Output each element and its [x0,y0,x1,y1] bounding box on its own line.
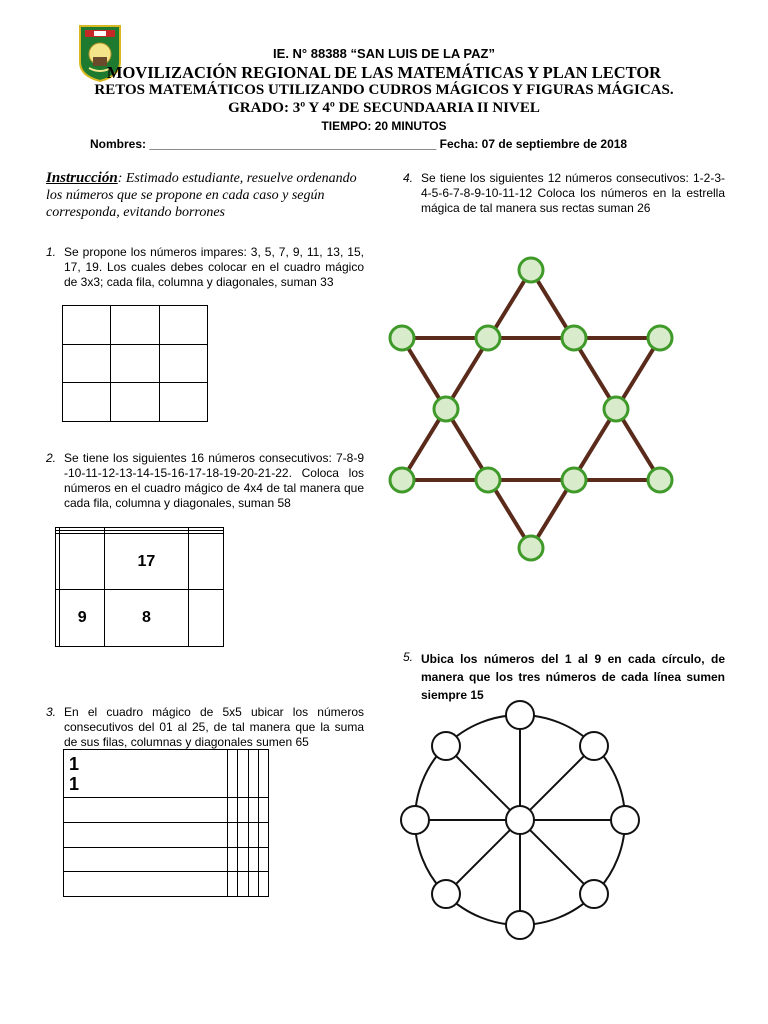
grid-cell-given[interactable]: 9 [60,590,104,647]
grid-cell[interactable] [63,306,111,345]
star-node[interactable] [476,326,500,350]
grid-cell[interactable] [111,383,159,422]
magic-wheel-diagram [400,695,645,950]
grid-cell[interactable] [248,847,258,872]
grid-cell[interactable] [111,306,159,345]
wheel-node[interactable] [506,911,534,939]
star-node[interactable] [390,326,414,350]
star-node[interactable] [562,468,586,492]
wheel-node[interactable] [580,880,608,908]
wheel-node[interactable] [580,732,608,760]
problem-text: Se tiene los siguientes 16 números consecutivos: 7-8-9 -10-11-12-13-14-15-16-17-18-19-20-21-22. Coloca los números en el cuadro mágico de 4x4 de tal manera que cada fila, columna y diagonales, suman 58 [64,451,364,510]
instruction-label: Instrucción [46,170,118,186]
grid-cell[interactable] [189,590,224,647]
problem-number: 5. [403,650,414,664]
problem-number: 2. [46,451,57,465]
title-line-1: MOVILIZACIÓN REGIONAL DE LAS MATEMÁTICAS Y PLAN LECTOR [106,63,662,82]
star-node[interactable] [390,468,414,492]
grid-cell-given[interactable]: 17 [104,533,188,590]
school-name: IE. N° 88388 “SAN LUIS DE LA PAZ” [273,46,495,61]
wheel-node[interactable] [611,806,639,834]
grid-cell[interactable] [258,822,268,847]
grid-cell[interactable] [228,750,238,798]
grid-cell[interactable] [248,750,258,798]
magic-square-4x4 [55,527,224,647]
wheel-node[interactable] [401,806,429,834]
star-node[interactable] [604,397,628,421]
grid-cell[interactable] [228,847,238,872]
magic-square-5x5 [63,749,269,897]
wheel-node[interactable] [506,806,534,834]
grid-cell[interactable] [189,533,224,590]
problem-number: 3. [46,705,57,719]
grid-cell-given[interactable]: 8 [104,590,188,647]
grid-cell[interactable] [63,344,111,383]
grid-cell[interactable] [64,822,228,847]
instruction-text: : Estimado estudiante, resuelve ordenando los números que se propone en cada caso y según corresponda, evitando borrones [46,171,357,220]
date-label: Fecha: 07 de septiembre de 2018 [439,137,628,151]
grid-cell[interactable] [238,822,248,847]
grid-cell[interactable] [248,872,258,897]
grid-cell[interactable] [238,798,248,823]
grid-cell[interactable] [258,750,268,798]
title-line-2: RETOS MATEMÁTICOS UTILIZANDO CUDROS MÁGICOS Y FIGURAS MÁGICAS. [94,82,674,98]
grade-line: GRADO: 3º Y 4º DE SECUNDAARIA II NIVEL [228,100,540,116]
names-date-row [90,137,627,151]
problem-5 [403,650,725,702]
grid-cell[interactable] [64,872,228,897]
grid-cell[interactable] [248,798,258,823]
problem-4 [403,171,725,219]
wheel-node[interactable] [432,732,460,760]
wheel-node[interactable] [432,880,460,908]
grid-cell[interactable] [159,344,207,383]
grid-cell[interactable] [60,533,104,590]
grid-cell[interactable] [238,872,248,897]
grid-cell[interactable] [111,344,159,383]
star-node[interactable] [648,468,672,492]
star-node[interactable] [434,397,458,421]
star-node[interactable] [476,468,500,492]
problem-number: 4. [403,171,414,185]
grid-cell[interactable] [64,847,228,872]
magic-star-diagram [380,255,680,565]
problem-text: Se tiene los siguientes 12 números consecutivos: 1-2-3-4-5-6-7-8-9-10-11-12 Coloca los números en la estrella mágica de tal manera sus rectas suman 26 [421,171,725,215]
grid-cell[interactable] [159,306,207,345]
grid-cell[interactable] [228,822,238,847]
problem-text: Se propone los números impares: 3, 5, 7, 9, 11, 13, 15, 17, 19. Los cuales debes colocar en el cuadro mágico de 3x3; cada fila, columna y diagonales, suman 33 [64,245,364,289]
grid-cell[interactable] [228,798,238,823]
star-node[interactable] [519,258,543,282]
grid-cell[interactable] [228,872,238,897]
star-node[interactable] [562,326,586,350]
grid-cell-given[interactable]: 1 1 [64,750,228,798]
grid-cell[interactable] [258,872,268,897]
star-node[interactable] [519,536,543,560]
names-field[interactable]: Nombres: ___________________________________________ [90,137,437,151]
grid-cell[interactable] [258,798,268,823]
star-node[interactable] [648,326,672,350]
problem-text: En el cuadro mágico de 5x5 ubicar los números consecutivos del 01 al 25, de tal manera que la suma de sus filas, columnas y diagonales sumen 65 [64,705,364,749]
problem-1 [46,245,364,307]
grid-cell[interactable] [248,822,258,847]
grid-cell[interactable] [63,383,111,422]
problem-number: 1. [46,245,57,259]
wheel-node[interactable] [506,701,534,729]
grid-cell[interactable] [159,383,207,422]
grid-cell[interactable] [258,847,268,872]
grid-cell[interactable] [64,798,228,823]
problem-2 [46,451,364,527]
problem-3 [46,705,364,751]
time-line: TIEMPO: 20 MINUTOS [321,119,447,133]
problem-text: Ubica los números del 1 al 9 en cada círculo, de manera que los tres números de cada línea sumen siempre 15 [421,652,725,702]
magic-square-3x3 [62,305,208,422]
grid-cell[interactable] [238,847,248,872]
grid-cell[interactable] [238,750,248,798]
instruction [46,170,366,221]
